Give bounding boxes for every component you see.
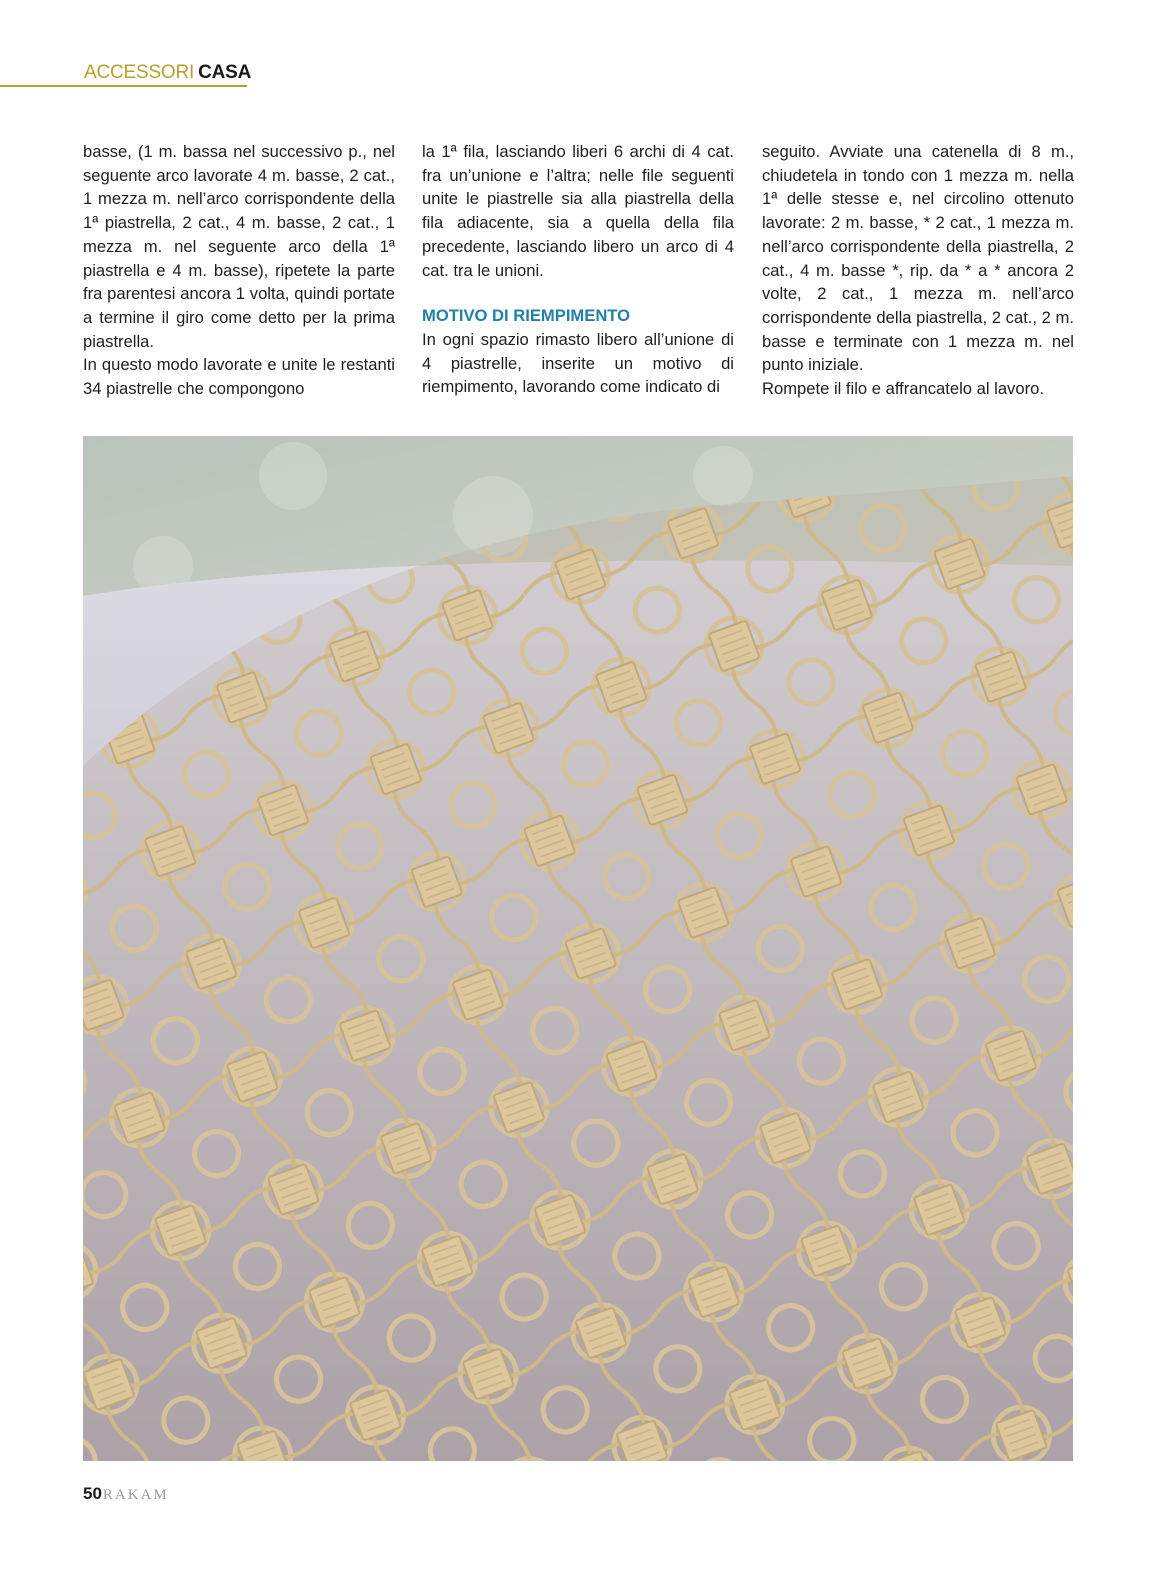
magazine-name: RAKAM (102, 1487, 169, 1503)
paragraph: In ogni spazio rimasto libero all’unione di 4 piastrelle, inserite un motivo di riempimento, lavorando come indicato di (422, 329, 734, 397)
section-accent: ACCESSORI (84, 62, 195, 83)
lace-illustration (83, 436, 1073, 1461)
section-label (84, 62, 251, 84)
header-rule (0, 85, 247, 87)
article-column-1 (83, 140, 395, 401)
article-column-2 (422, 140, 734, 399)
article-column-3 (762, 140, 1074, 401)
paragraph: Rompete il filo e affrancatelo al lavoro. (762, 379, 1044, 399)
section-header (0, 58, 252, 88)
paragraph: la 1ª fila, lasciando liberi 6 archi di 4 cat. fra un’unione e l’altra; nelle file seguenti unite le piastrelle sia alla piastrella della fila adiacente, sia a quella della fila precedente, lasciando libero un arco di 4 cat. tra le unioni. (422, 142, 734, 280)
page-number: 50 (83, 1484, 102, 1503)
paragraph: In questo modo lavorate e unite le restanti 34 piastrelle che compongono (83, 355, 395, 399)
paragraph: seguito. Avviate una catenella di 8 m., chiudetela in tondo con 1 mezza m. nella 1ª delle stesse e, nel circolino ottenuto lavorate: 2 m. basse, * 2 cat., 1 mezza m. nell’arco corrispondente della piastrella, 2 cat., 4 m. basse *, rip. da * a * ancora 2 volte, 2 cat., 1 mezza m. nell’arco corrispondente della piastrella, 2 cat., 2 m. basse e terminate con 1 mezza m. nel punto iniziale. (762, 142, 1074, 375)
section-subheading: MOTIVO DI RIEMPIMENTO (422, 306, 631, 326)
section-strong: CASA (198, 62, 252, 83)
paragraph: basse, (1 m. bassa nel successivo p., nel seguente arco lavorate 4 m. basse, 2 cat., 1 mezza m. nell’arco corrispondente della 1ª piastrella, 2 cat., 4 m. basse, 2 cat., 1 mezza m. nel seguente arco della 1ª piastrella e 4 m. basse), ripetete la parte fra parentesi ancora 1 volta, quindi portate a termine il giro come detto per la prima piastrella. (83, 142, 395, 351)
page-footer (83, 1484, 169, 1504)
crochet-lace-photo (83, 436, 1073, 1461)
